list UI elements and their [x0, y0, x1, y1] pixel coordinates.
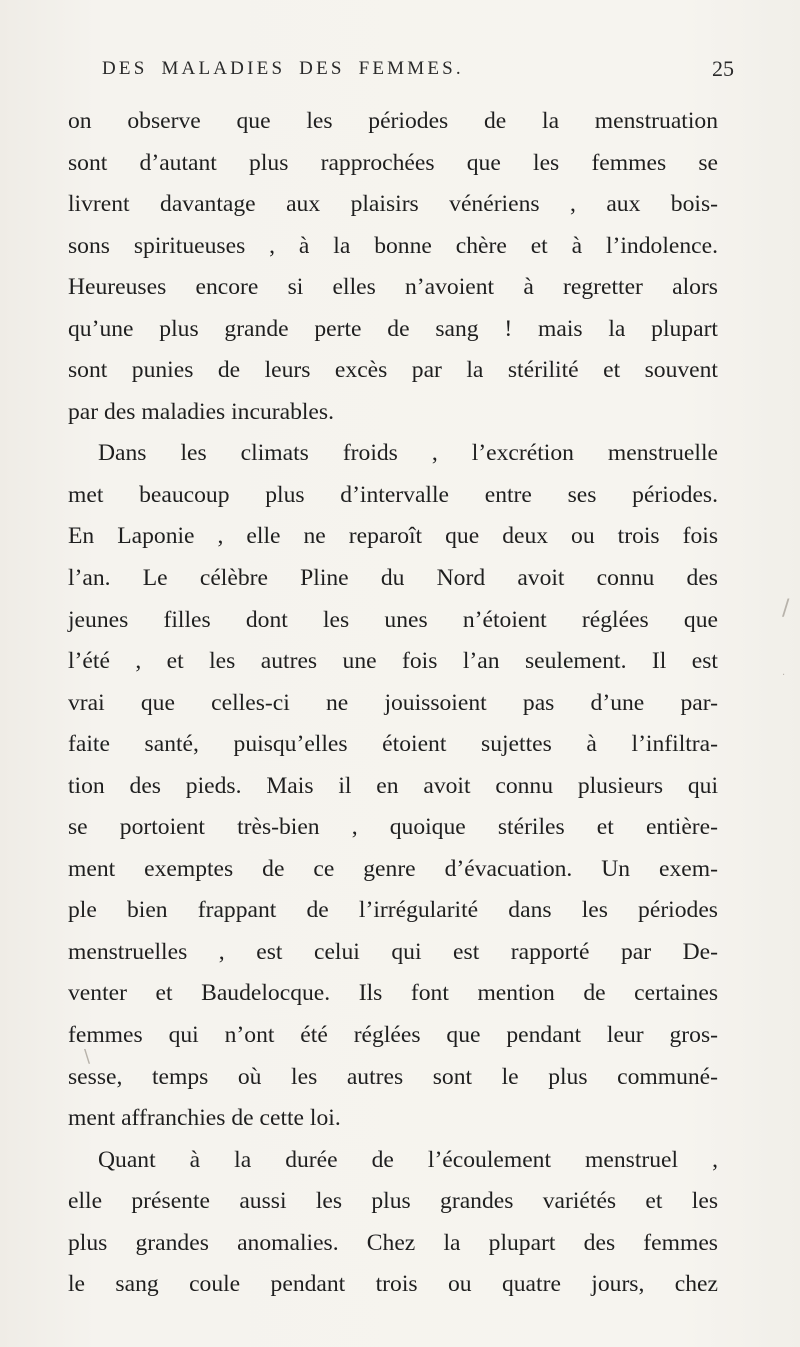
- text-line: sons spiritueuses , à la bonne chère et à l’indolence.: [68, 232, 718, 259]
- text-line: ple bien frappant de l’irrégularité dans les périodes: [68, 897, 718, 924]
- body-text: [68, 101, 718, 1306]
- text-line: tion des pieds. Mais il en avoit connu plusieurs qui: [68, 772, 718, 799]
- text-line: jeunes filles dont les unes n’étoient réglées que: [68, 606, 718, 633]
- text-line: met beaucoup plus d’intervalle entre ses périodes.: [68, 481, 718, 508]
- text-line: par des maladies incurables.: [68, 398, 334, 425]
- margin-mark: ·: [782, 670, 786, 681]
- text-line: ment exemptes de ce genre d’évacuation. Un exem-: [68, 855, 718, 882]
- text-line: venter et Baudelocque. Ils font mention de certaines: [68, 980, 718, 1007]
- text-line: vrai que celles-ci ne jouissoient pas d’une par-: [68, 689, 718, 716]
- text-line: livrent davantage aux plaisirs vénériens , aux bois-: [68, 191, 718, 218]
- text-line: le sang coule pendant trois ou quatre jours, chez: [68, 1271, 718, 1298]
- paragraph-start-line: Dans les climats froids , l’excrétion menstruelle: [98, 440, 718, 467]
- paragraph-start-line: Quant à la durée de l’écoulement menstruel ,: [98, 1146, 718, 1173]
- text-line: l’an. Le célèbre Pline du Nord avoit connu des: [68, 565, 718, 592]
- text-line: femmes qui n’ont été réglées que pendant leur gros-: [68, 1022, 718, 1049]
- text-line: elle présente aussi les plus grandes variétés et les: [68, 1188, 718, 1215]
- text-line: En Laponie , elle ne reparoît que deux ou trois fois: [68, 523, 718, 550]
- text-line: sesse, temps où les autres sont le plus communé-: [68, 1063, 718, 1090]
- text-line: se portoient très-bien , quoique stériles et entière-: [68, 814, 718, 841]
- page-number: 25: [712, 56, 734, 81]
- text-line: plus grandes anomalies. Chez la plupart des femmes: [68, 1229, 718, 1256]
- margin-mark: \: [84, 1046, 91, 1067]
- text-line: on observe que les périodes de la menstruation: [68, 108, 718, 134]
- text-line: faite santé, puisqu’elles étoient sujettes à l’infiltra-: [68, 731, 718, 758]
- margin-mark: /: [782, 596, 790, 621]
- text-line: l’été , et les autres une fois l’an seulement. Il est: [68, 648, 718, 675]
- text-line: ment affranchies de cette loi.: [68, 1105, 341, 1132]
- running-head: [0, 58, 800, 88]
- text-line: menstruelles , est celui qui est rapporté par De-: [68, 938, 718, 965]
- text-line: sont d’autant plus rapprochées que les femmes se: [68, 149, 718, 176]
- text-line: sont punies de leurs excès par la stérilité et souvent: [68, 357, 718, 384]
- text-line: qu’une plus grande perte de sang ! mais la plupart: [68, 315, 718, 342]
- text-line: Heureuses encore si elles n’avoient à regretter alors: [68, 274, 718, 301]
- running-title: DES MALADIES DES FEMMES.: [102, 58, 464, 79]
